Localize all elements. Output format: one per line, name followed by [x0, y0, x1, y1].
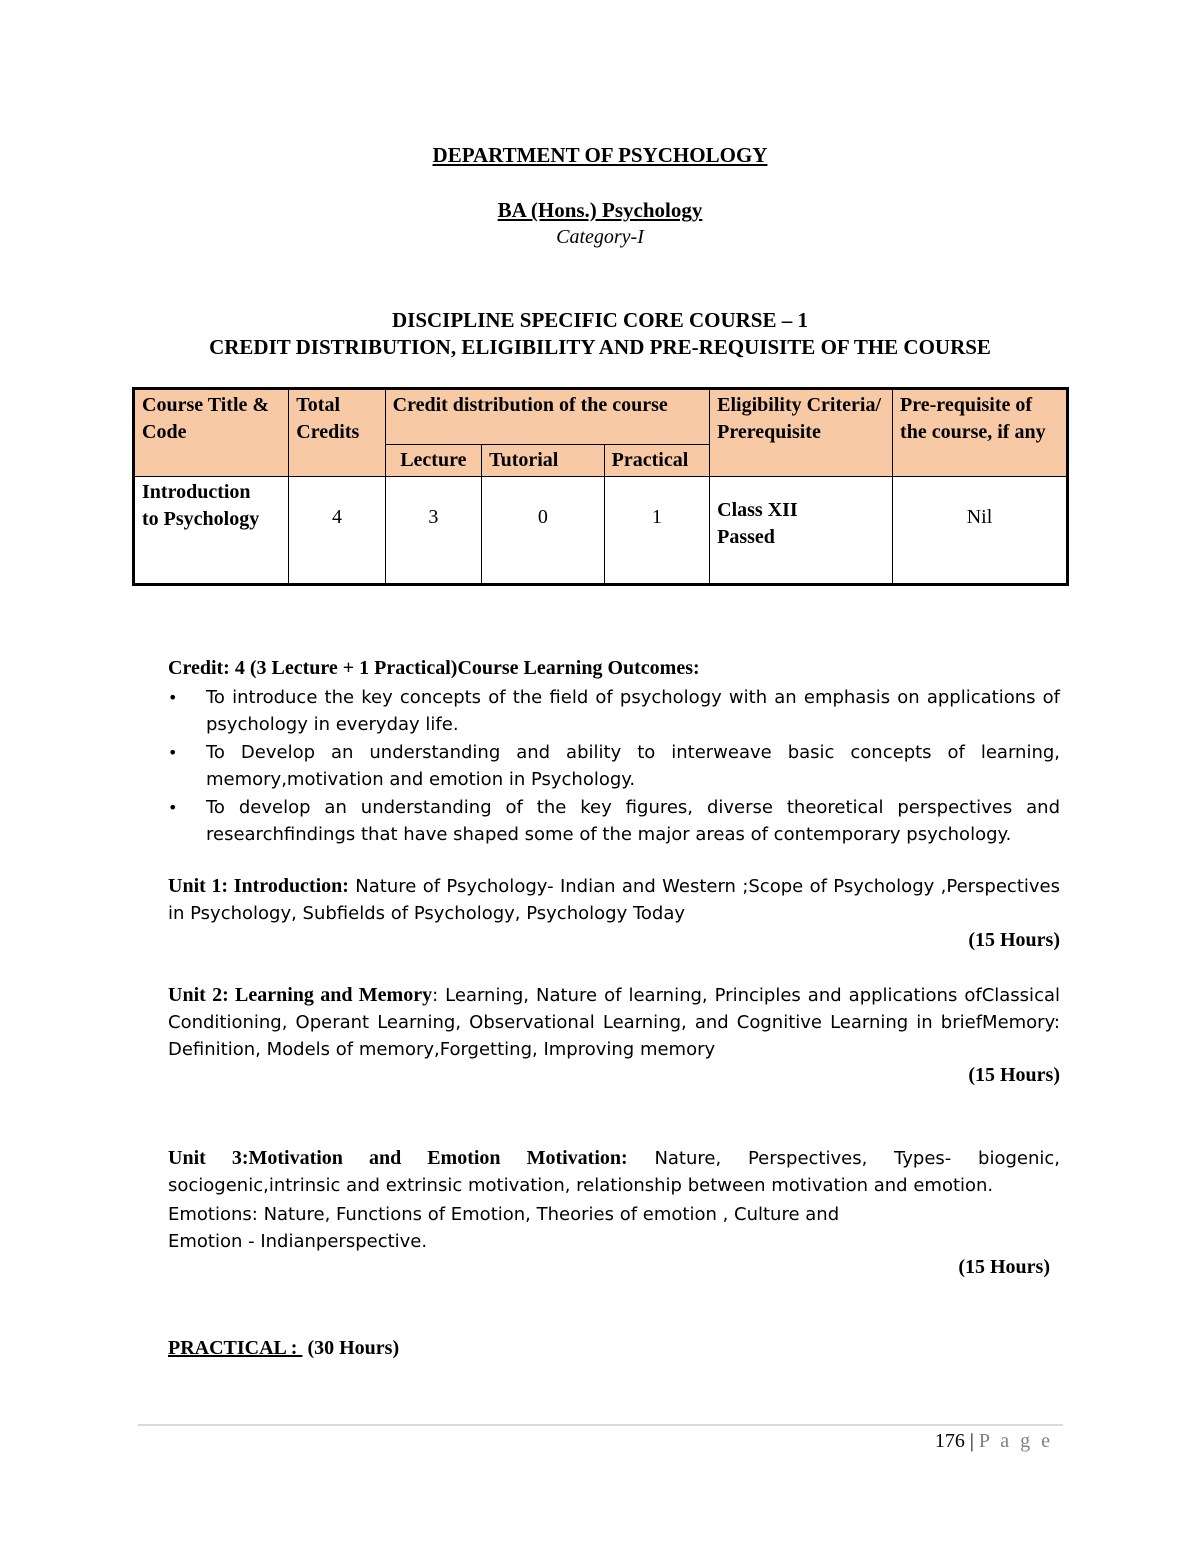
page-separator: | — [964, 1430, 979, 1452]
outcome-text: To develop an understanding of the key figures, diverse theoretical perspectives and researchfindings that have shaped some of the major areas of contemporary psychology. — [206, 797, 1060, 845]
course-heading: DISCIPLINE SPECIFIC CORE COURSE – 1 — [392, 308, 808, 332]
unit-3-emotions: Emotions: Nature, Functions of Emotion, Theories of emotion , Culture and — [168, 1204, 840, 1225]
list-item — [168, 794, 1060, 848]
practical-hours: (30 Hours) — [307, 1337, 400, 1359]
unit-1 — [168, 873, 1060, 927]
footer-divider — [138, 1424, 1063, 1426]
eligibility-text: Class XII Passed — [717, 499, 798, 548]
outcome-text: To introduce the key concepts of the field of psychology with an emphasis on applications of psychology in everyday life. — [206, 687, 1060, 735]
page-number: 176 — [934, 1430, 965, 1452]
practical-heading — [168, 1337, 399, 1360]
table-row — [134, 477, 1068, 585]
bullet-icon: • — [168, 798, 178, 817]
category-label: Category-I — [556, 226, 644, 248]
cell-practical: 1 — [604, 477, 709, 585]
header-credit-distribution: Credit distribution of the course — [385, 389, 710, 445]
cell-total-credits: 4 — [289, 477, 385, 585]
cell-prerequisite: Nil — [893, 477, 1068, 585]
program-title: BA (Hons.) Psychology — [497, 198, 703, 222]
outcomes-heading: Credit: 4 (3 Lecture + 1 Practical)Course Learning Outcomes: — [168, 657, 700, 679]
unit-2 — [168, 982, 1060, 1063]
unit-3-hours: (15 Hours) — [958, 1256, 1050, 1278]
bullet-icon: • — [168, 688, 178, 707]
cell-eligibility — [710, 477, 893, 585]
unit-2-label: Unit 2: Learning and Memory — [168, 984, 433, 1006]
header-practical: Practical — [604, 445, 709, 477]
unit-1-text: Nature of Psychology- Indian and Western ;Scope of Psychology ,Perspectives in Psychology, Subfields of Psychology, Psychology Today — [168, 876, 1060, 924]
cell-tutorial: 0 — [482, 477, 605, 585]
page-footer — [900, 1430, 1053, 1453]
list-item — [168, 684, 1060, 738]
unit-3-emotions-cont: Emotion - Indianperspective. — [168, 1231, 428, 1252]
course-title-text: Introduction to Psychology — [142, 481, 260, 530]
practical-label: PRACTICAL : — [168, 1337, 303, 1359]
header-prerequisite: Pre-requisite of the course, if any — [893, 389, 1068, 477]
credit-distribution-table — [132, 387, 1069, 586]
header-lecture: Lecture — [385, 445, 481, 477]
page-label: P a g e — [978, 1430, 1053, 1452]
header-total-credits: Total Credits — [289, 389, 385, 477]
unit-1-label: Unit 1: Introduction: — [168, 875, 349, 897]
outcome-text: To Develop an understanding and ability to interweave basic concepts of learning, memory,motivation and emotion in Psychology. — [206, 742, 1060, 790]
cell-lecture: 3 — [385, 477, 481, 585]
unit-1-hours: (15 Hours) — [968, 929, 1060, 951]
department-title: DEPARTMENT OF PSYCHOLOGY — [432, 143, 768, 167]
unit-3 — [168, 1145, 1060, 1199]
course-subheading: CREDIT DISTRIBUTION, ELIGIBILITY AND PRE-REQUISITE OF THE COURSE — [209, 335, 991, 359]
header-tutorial: Tutorial — [482, 445, 605, 477]
outcomes-list — [168, 684, 1060, 849]
bullet-icon: • — [168, 743, 178, 762]
unit-3-label: Unit 3:Motivation and Emotion Motivation: — [168, 1147, 628, 1169]
cell-course-title — [134, 477, 289, 585]
header-eligibility: Eligibility Criteria/ Prerequisite — [710, 389, 893, 477]
header-course-title: Course Title & Code — [134, 389, 289, 477]
unit-2-hours: (15 Hours) — [968, 1064, 1060, 1086]
unit-2-text: : Learning, Nature of learning, Principles and applications ofClassical Conditioning, Operant Learning, Observational Learning, and Cognitive Learning in briefMemory: Definition, Models of memory,Forgetting, Improving memory — [168, 985, 1060, 1060]
list-item — [168, 739, 1060, 793]
unit-3-text: Nature, Perspectives, Types- biogenic, sociogenic,intrinsic and extrinsic motivation, relationship between motivation and emotion. — [168, 1148, 1060, 1196]
